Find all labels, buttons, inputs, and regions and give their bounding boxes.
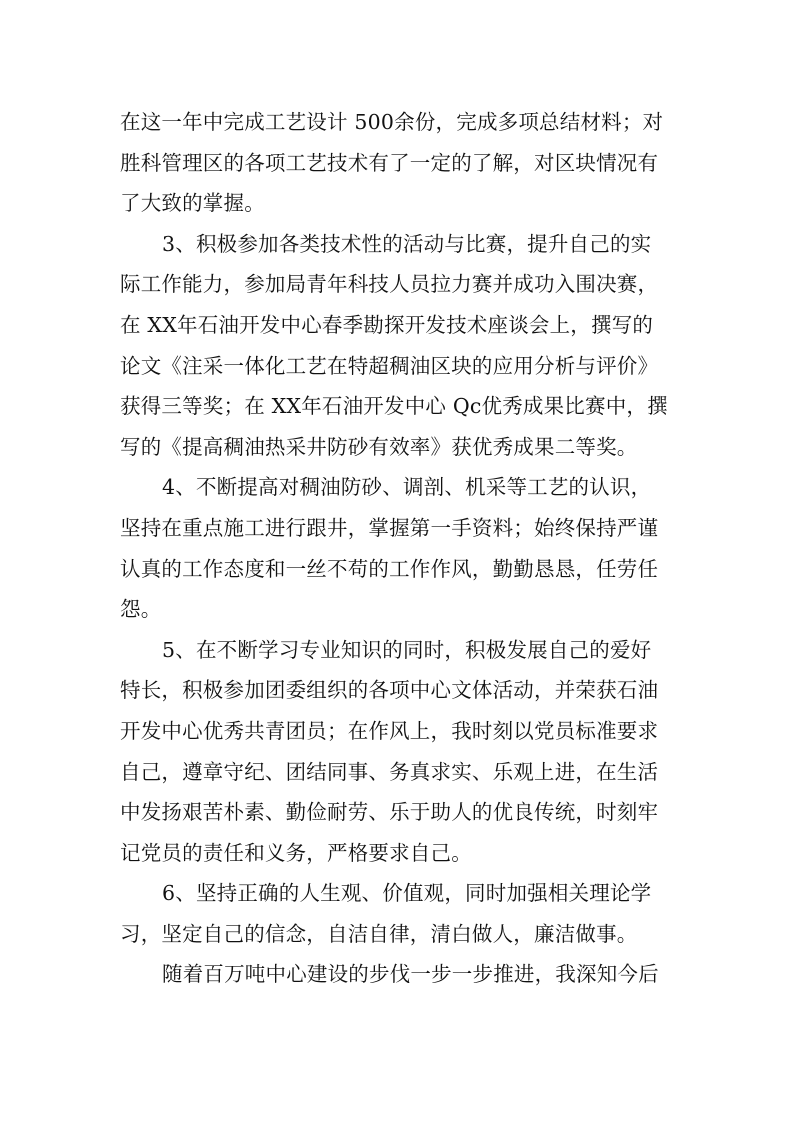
text-line: 获得三等奖；在 XX年石油开发中心 Qc优秀成果比赛中，撰	[120, 394, 668, 419]
text-line: 写的《提高稠油热采井防砂有效率》获优秀成果二等奖。	[120, 434, 638, 459]
text-line: 了大致的掌握。	[120, 191, 265, 216]
text-line: 自己，遵章守纪、团结同事、务真求实、乐观上进，在生活	[120, 759, 659, 784]
text-line: 怨。	[120, 597, 162, 622]
text-line: 开发中心优秀共青团员；在作风上，我时刻以党员标准要求	[120, 718, 659, 743]
text-line: 胜科管理区的各项工艺技术有了一定的了解，对区块情况有	[120, 150, 659, 175]
text-line: 坚持在重点施工进行跟井，掌握第一手资料；始终保持严谨	[120, 515, 659, 540]
text-line: 记党员的责任和义务，严格要求自己。	[120, 840, 472, 865]
document-body	[120, 102, 680, 995]
paragraph-start-line: 3、积极参加各类技术性的活动与比赛，提升自己的实	[162, 231, 652, 256]
text-line: 在这一年中完成工艺设计 500余份，完成多项总结材料；对	[120, 110, 664, 134]
text-line: 论文《注采一体化工艺在特超稠油区块的应用分析与评价》	[120, 353, 659, 378]
text-line: 中发扬艰苦朴素、勤俭耐劳、乐于助人的优良传统，时刻牢	[120, 800, 659, 825]
paragraph-start-line: 5、在不断学习专业知识的同时，积极发展自己的爱好	[162, 637, 652, 662]
text-line: 特长，积极参加团委组织的各项中心文体活动，并荣获石油	[120, 678, 659, 703]
text-line: 际工作能力，参加局青年科技人员拉力赛并成功入围决赛，	[120, 272, 659, 297]
text-line: 认真的工作态度和一丝不苟的工作作风，勤勤恳恳，任劳任	[120, 556, 659, 581]
paragraph-start-line: 4、不断提高对稠油防砂、调剖、机采等工艺的认识，	[162, 475, 652, 500]
text-line: 在 XX年石油开发中心春季勘探开发技术座谈会上，撰写的	[120, 312, 654, 337]
text-line: 习，坚定自己的信念，自洁自律，清白做人，廉洁做事。	[120, 921, 638, 946]
paragraph-start-line: 随着百万吨中心建设的步伐一步一步推进，我深知今后	[162, 962, 659, 987]
paragraph-start-line: 6、坚持正确的人生观、价值观，同时加强相关理论学	[162, 881, 652, 906]
